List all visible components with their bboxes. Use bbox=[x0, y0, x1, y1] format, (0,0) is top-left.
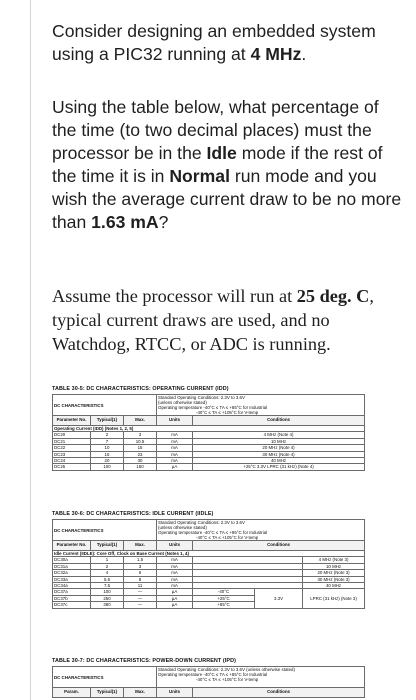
table-cell: 2 bbox=[91, 563, 124, 569]
table-cell: mA bbox=[157, 583, 193, 589]
column-header: Units bbox=[157, 416, 193, 426]
table-cell: mA bbox=[157, 458, 193, 464]
table-cell: 30 MHz (Note 4) bbox=[193, 451, 365, 457]
table-cell: DC23 bbox=[53, 451, 91, 457]
condition-line: Standard Operating Conditions: 2.3V to 3.6V bbox=[158, 395, 245, 400]
table-cell: DC37b bbox=[53, 595, 91, 601]
condition-line: Operating temperature -40°C ≤ TA ≤ +85°C for Industrial bbox=[158, 672, 268, 677]
table-cell: DC32a bbox=[53, 570, 91, 576]
assumption-text: Assume the processor will run at bbox=[52, 286, 297, 306]
table-cell: mA bbox=[157, 570, 193, 576]
table-cell: 8 bbox=[124, 576, 157, 582]
condition-line: -40°C ≤ TA ≤ +105°C for V-temp bbox=[196, 677, 259, 682]
table-cell: +85°C bbox=[193, 602, 255, 608]
table-cell: — bbox=[124, 589, 157, 595]
table-cell: 100 bbox=[91, 589, 124, 595]
table-cell: mA bbox=[157, 451, 193, 457]
table-cell: mA bbox=[157, 445, 193, 451]
column-header: Max. bbox=[124, 541, 157, 551]
condition-line: Operating temperature -40°C ≤ TA ≤ +85°C for Industrial bbox=[158, 405, 268, 410]
dc-characteristics-label: DC CHARACTERISTICS bbox=[53, 667, 157, 688]
question-text: ? bbox=[158, 212, 169, 232]
column-header: Units bbox=[157, 688, 193, 698]
table-cell: 380 bbox=[91, 602, 124, 608]
table-cell: mA bbox=[157, 576, 193, 582]
column-header: Typical(1) bbox=[91, 416, 124, 426]
normal-mode-label: Normal bbox=[169, 166, 230, 186]
table-cell: — bbox=[124, 602, 157, 608]
operating-conditions bbox=[157, 520, 365, 541]
table-cell: 150 bbox=[124, 464, 157, 470]
idle-mode-label: Idle bbox=[206, 143, 237, 163]
column-header: Typical(1) bbox=[91, 541, 124, 551]
table-cell: DC24 bbox=[53, 458, 91, 464]
table-cell: 4 MHz (Note 4) bbox=[193, 432, 365, 438]
question-text: mode if the rest of the time it is in bbox=[52, 143, 383, 186]
table-cell: DC30a bbox=[53, 557, 91, 563]
table-section: Idle Current (IIDLE): Core Off, Clock on Base Current (Notes 1, 4) bbox=[53, 551, 365, 557]
table-cell: 7 bbox=[91, 438, 124, 444]
dc-characteristics-label: DC CHARACTERISTICS bbox=[53, 520, 157, 541]
table-cell: 250 bbox=[91, 595, 124, 601]
table-cell: DC37c bbox=[53, 602, 91, 608]
table-cell: 40 MHz bbox=[303, 583, 365, 589]
table-cell: DC37a bbox=[53, 589, 91, 595]
condition-line: Operating temperature -40°C ≤ TA ≤ +85°C for Industrial bbox=[158, 530, 268, 535]
table-title: TABLE 30-5: DC CHARACTERISTICS: OPERATING CURRENT (IDD) bbox=[52, 386, 229, 392]
operating-conditions bbox=[157, 667, 365, 688]
condition-line: -40°C ≤ TA ≤ +105°C for V-temp bbox=[196, 410, 259, 415]
dc-characteristics-label: DC CHARACTERISTICS bbox=[53, 395, 157, 416]
column-header: Units bbox=[157, 541, 193, 551]
table-section: Operating Current (IDD) (Notes 1, 2, 5) bbox=[53, 426, 365, 432]
question-text: . bbox=[301, 44, 307, 64]
table-cell: +25°C 3.3V LPRC (31 kHz) (Note 4) bbox=[193, 464, 365, 470]
question-paragraph-3 bbox=[52, 284, 402, 356]
table-cell: LPRC (31 kHz) (Note 3) bbox=[303, 589, 365, 608]
table-cell: DC31a bbox=[53, 563, 91, 569]
column-header: Max. bbox=[124, 416, 157, 426]
question-text: run mode and you wish the average current draw to be no more than bbox=[52, 166, 402, 232]
condition-line: (unless otherwise stated) bbox=[158, 525, 207, 530]
table-cell: 4 MHz (Note 3) bbox=[303, 557, 365, 563]
question-paragraph-2 bbox=[52, 96, 402, 234]
table-cell: µA bbox=[157, 602, 193, 608]
table-cell: 20 MHz (Note 4) bbox=[193, 445, 365, 451]
assumption-text: , typical current draws are used, and no Watchdog, RTCC, or ADC is running. bbox=[52, 286, 374, 354]
table-cell: µA bbox=[157, 589, 193, 595]
table-cell: 4 bbox=[91, 570, 124, 576]
table-cell: µA bbox=[157, 464, 193, 470]
table-cell: µA bbox=[157, 595, 193, 601]
table-cell: 3 bbox=[124, 432, 157, 438]
table-cell: 1 bbox=[91, 557, 124, 563]
table-title: TABLE 30-7: DC CHARACTERISTICS: POWER-DOWN CURRENT (IPD) bbox=[52, 658, 236, 664]
question-text: Consider designing an embedded system using a PIC32 running at bbox=[52, 21, 376, 64]
column-header: Conditions bbox=[193, 416, 365, 426]
question-text: Using the table below, what percentage of the time (to two decimal places) must the processor be in the bbox=[52, 97, 379, 163]
table-cell: 10.5 bbox=[124, 438, 157, 444]
table-cell: 7.5 bbox=[91, 583, 124, 589]
question-paragraph-1 bbox=[52, 20, 402, 66]
column-header: Parameter No. bbox=[53, 541, 91, 551]
table-cell: DC25 bbox=[53, 464, 91, 470]
table-cell: — bbox=[124, 595, 157, 601]
power-down-current-table bbox=[52, 657, 364, 698]
clock-frequency: 4 MHz bbox=[250, 44, 302, 64]
table-title: TABLE 30-6: DC CHARACTERISTICS: IDLE CURRENT (IIDLE) bbox=[52, 511, 214, 517]
condition-line: (unless otherwise stated) bbox=[158, 400, 207, 405]
table-cell: 6 bbox=[124, 570, 157, 576]
table-cell: 3 bbox=[124, 563, 157, 569]
table-cell: 20 bbox=[91, 458, 124, 464]
table-cell: 23 bbox=[124, 451, 157, 457]
table-cell: 15 bbox=[124, 445, 157, 451]
table-cell: mA bbox=[157, 557, 193, 563]
table-cell: +25°C bbox=[193, 595, 255, 601]
table-cell: mA bbox=[157, 432, 193, 438]
condition-line: -40°C ≤ TA ≤ +105°C for V-temp bbox=[196, 535, 259, 540]
table-cell: 10 MHz bbox=[193, 438, 365, 444]
table-cell: DC22 bbox=[53, 445, 91, 451]
table-cell: 20 MHz (Note 3) bbox=[303, 570, 365, 576]
table-cell: 30 bbox=[124, 458, 157, 464]
operating-current-table bbox=[52, 385, 364, 471]
table-cell: 30 MHz (Note 3) bbox=[303, 576, 365, 582]
table-cell: 1.5 bbox=[124, 557, 157, 563]
table-cell: 5.5 bbox=[91, 576, 124, 582]
operating-conditions bbox=[157, 395, 365, 416]
condition-line: Standard Operating Conditions: 2.3V to 3.6V (unless otherwise stated) bbox=[158, 667, 295, 672]
column-header: Conditions bbox=[193, 688, 365, 698]
table-cell: DC21 bbox=[53, 438, 91, 444]
temperature-value: 25 deg. C bbox=[296, 286, 370, 306]
table-cell: -40°C bbox=[193, 589, 255, 595]
column-header: Max. bbox=[124, 688, 157, 698]
table-row bbox=[53, 464, 365, 470]
table-cell: 10 bbox=[91, 445, 124, 451]
table-cell: 40 MHz bbox=[193, 458, 365, 464]
target-current: 1.63 mA bbox=[91, 212, 159, 232]
table-cell: 2 bbox=[91, 432, 124, 438]
table-cell: 10 MHz bbox=[303, 563, 365, 569]
table-cell: DC34a bbox=[53, 583, 91, 589]
column-header: Parameter No. bbox=[53, 416, 91, 426]
table-cell: 15 bbox=[91, 451, 124, 457]
table-cell: 11 bbox=[124, 583, 157, 589]
table-cell: DC33a bbox=[53, 576, 91, 582]
table-cell: DC20 bbox=[53, 432, 91, 438]
column-header: Typical(1) bbox=[91, 688, 124, 698]
table-cell: mA bbox=[157, 563, 193, 569]
table-cell: mA bbox=[157, 438, 193, 444]
column-header: Param. bbox=[53, 688, 91, 698]
table-cell: 3.3V bbox=[255, 589, 303, 608]
idle-current-table bbox=[52, 510, 364, 609]
table-cell: 100 bbox=[91, 464, 124, 470]
column-header: Conditions bbox=[193, 541, 365, 551]
condition-line: Standard Operating Conditions: 2.3V to 3.6V bbox=[158, 520, 245, 525]
